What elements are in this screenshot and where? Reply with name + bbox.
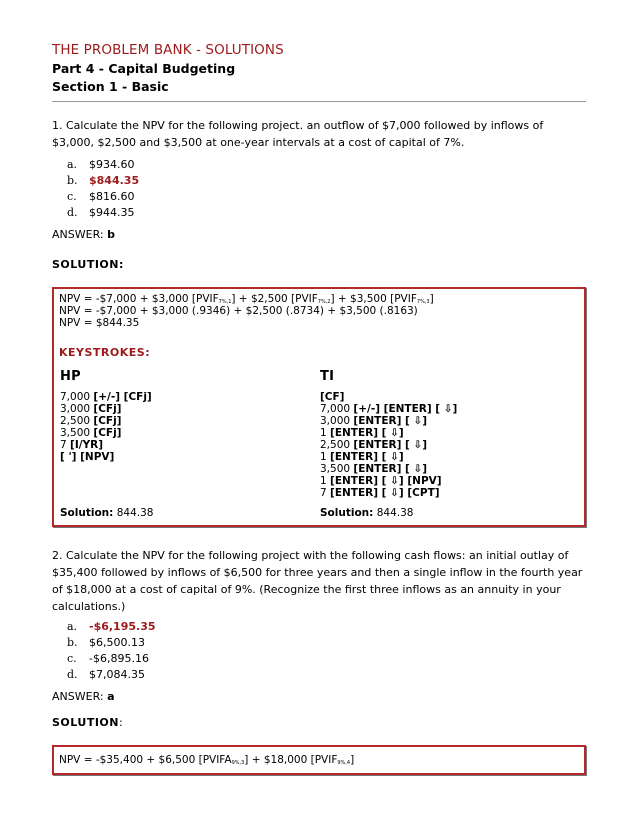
hp-solution: Solution: 844.38 (60, 507, 154, 519)
question-2-answer: ANSWER: a (52, 690, 115, 703)
npv-formula-line: NPV = -$7,000 + $3,000 $[PVIF_{7\%,1}]$ + $2,500 $[PVIF_{7\%,2}]$ + $3,500 $[PVIF_{7\%,3}]$ (59, 293, 434, 305)
hp-keystrokes-column (60, 369, 154, 519)
ti-line: 7,000 [+/-] [ENTER] [ ⇩] (320, 403, 458, 415)
ti-line: 3,000 [ENTER] [ ⇩] (320, 415, 428, 427)
hp-heading: HP (60, 369, 82, 384)
ti-heading: TI (320, 369, 335, 384)
npv-result-line: NPV = $844.35 (59, 317, 140, 329)
section-heading: Section 1 - Basic (52, 79, 169, 94)
ti-solution: Solution: 844.38 (320, 507, 414, 519)
keystrokes-label: KEYSTROKES: (59, 346, 151, 359)
question-1-solution-label: SOLUTION: (52, 258, 124, 271)
question-2-text: 2. Calculate the NPV for the following project with the following cash flows: an initial outlay of $35,400 followed by inflows of $6,500 for three years and then a single inflow in the fourth year of $18,000 at a cost of capital of 9%. (Recognize the first three inflows as an annuity in your calculations.) (52, 549, 583, 613)
question-2-choices (67, 619, 156, 683)
hp-line: 3,500 [CFj] (60, 427, 122, 439)
question-1-text: 1. Calculate the NPV for the following project. an outflow of $7,000 followed by inflows of $3,000, $2,500 and $3,500 at one-year intervals at a cost of capital of 7%. (52, 119, 544, 149)
hp-line: [ '] [NPV] (60, 451, 115, 463)
question-1-choices (67, 157, 139, 221)
part-heading: Part 4 - Capital Budgeting (52, 61, 236, 76)
ti-keystrokes-column (320, 369, 458, 519)
ti-line: 1 [ENTER] [ ⇩] (320, 451, 404, 463)
choice-a: a. $934.60 (67, 158, 135, 171)
document-title: THE PROBLEM BANK - SOLUTIONS (52, 42, 284, 58)
ti-line: 3,500 [ENTER] [ ⇩] (320, 463, 428, 475)
ti-line: 1 [ENTER] [ ⇩] [NPV] (320, 475, 442, 487)
hp-line: 3,000 [CFj] (60, 403, 122, 415)
hp-line: 7,000 [+/-] [CFj] (60, 391, 152, 403)
hp-keystroke-lines (60, 391, 152, 463)
npv-formula-line: NPV = -$35,400 + $6,500 $[PVIFA_{9\%,3}]$ + $18,000 $[PVIF_{9\%,4}]$ (59, 754, 355, 766)
choice-b: b. $6,500.13 (67, 636, 145, 649)
question-1-solution-box (52, 287, 586, 527)
hp-line: 7 [I/YR] (60, 439, 104, 451)
ti-line: 7 [ENTER] [ ⇩] [CPT] (320, 487, 440, 499)
choice-d: d. $944.35 (67, 206, 135, 219)
choice-c: c. $816.60 (67, 190, 135, 203)
ti-line: 2,500 [ENTER] [ ⇩] (320, 439, 428, 451)
ti-line: [CF] (320, 391, 345, 403)
question-2-solution-box (52, 745, 586, 775)
npv-values-line: NPV = -$7,000 + $3,000 (.9346) + $2,500 (.8734) + $3,500 (.8163) (59, 305, 418, 317)
ti-keystroke-lines (320, 391, 457, 499)
question-1-answer: ANSWER: b (52, 228, 115, 241)
header-divider (52, 101, 586, 102)
hp-line: 2,500 [CFj] (60, 415, 122, 427)
choice-c: c. -$6,895.16 (67, 652, 149, 665)
choice-a: a. -$6,195.35 (67, 620, 156, 633)
choice-d: d. $7,084.35 (67, 668, 145, 681)
question-2-solution-label: SOLUTION: (52, 716, 124, 729)
choice-b: b. $844.35 (67, 174, 140, 187)
ti-line: 1 [ENTER] [ ⇩] (320, 427, 404, 439)
